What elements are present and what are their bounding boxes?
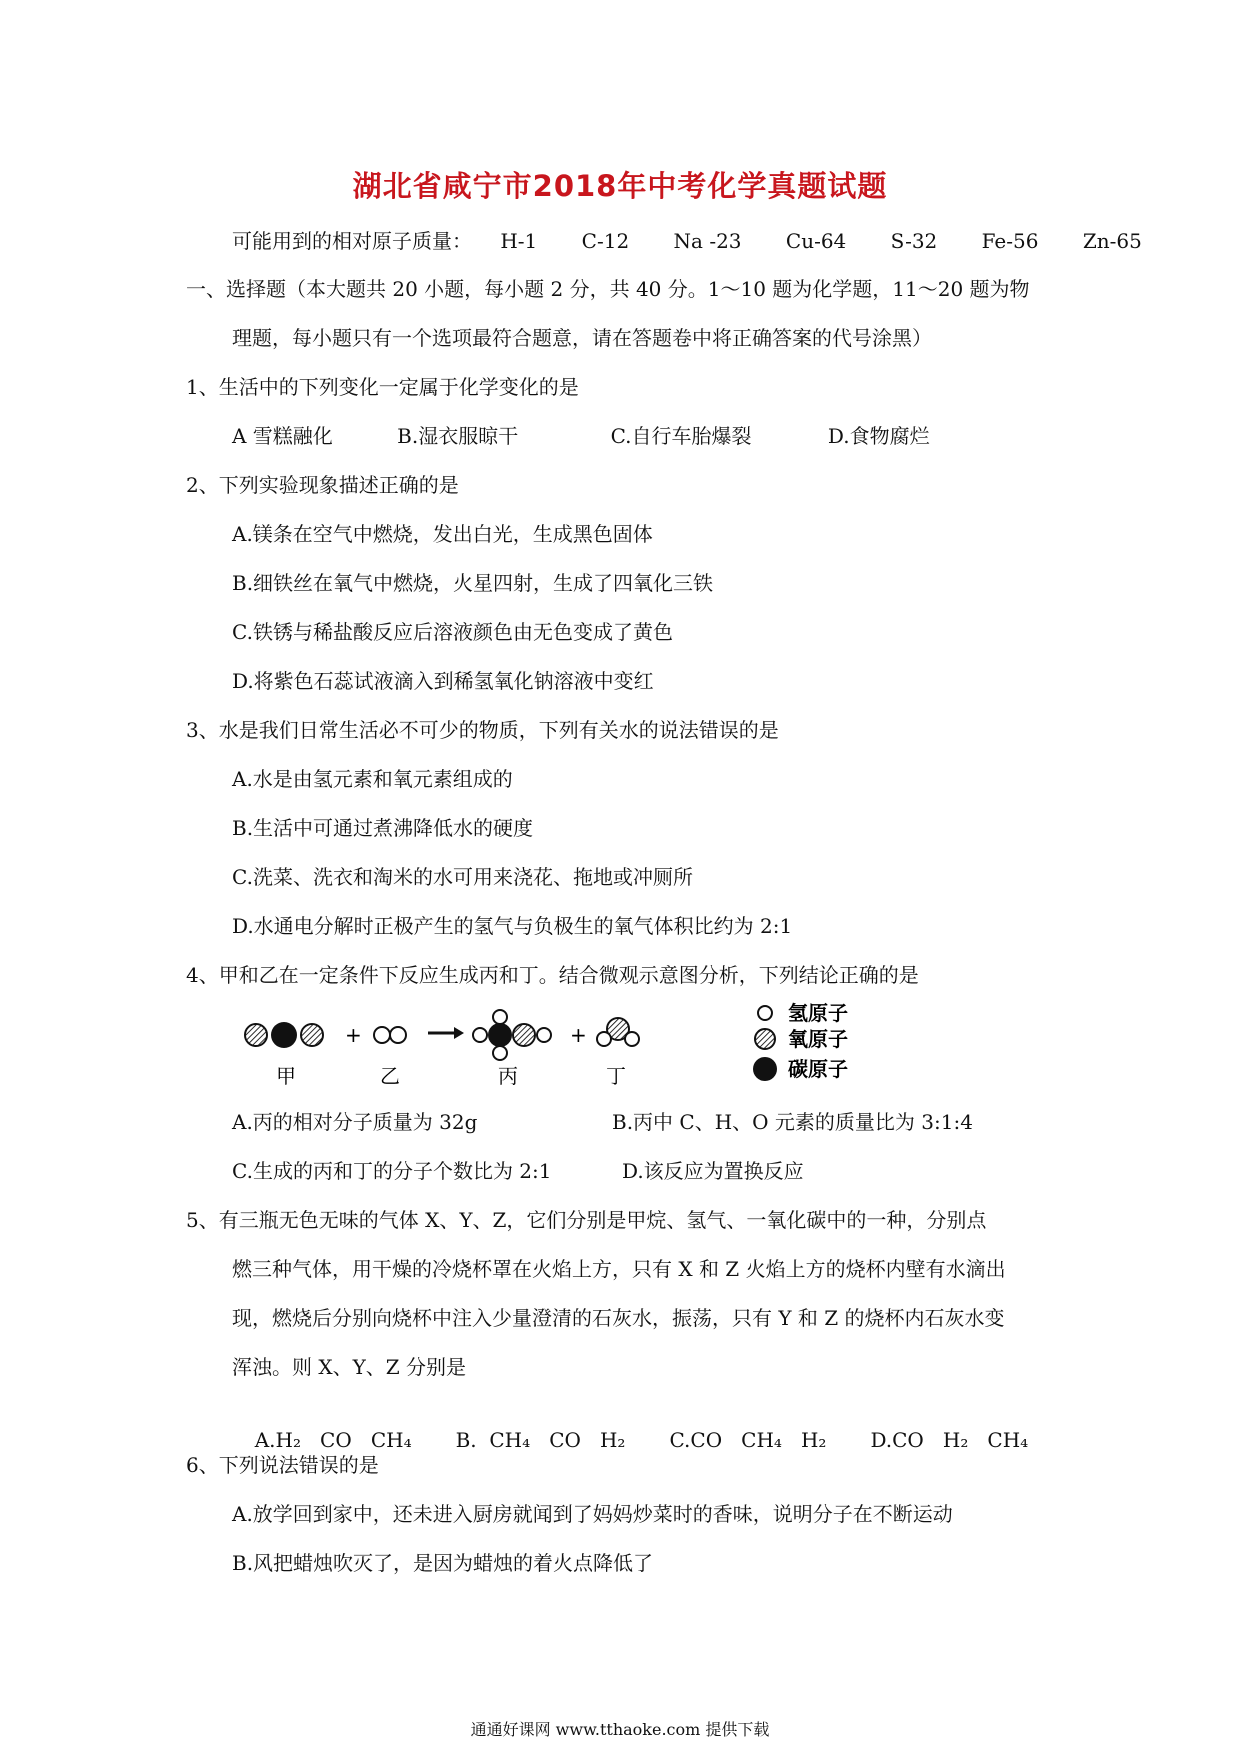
oxygen-atom-icon (755, 1029, 775, 1049)
hydrogen-atom-icon (758, 1006, 772, 1020)
option-c: C.CO CH₄ H₂ (669, 1428, 827, 1452)
option-c: C.自行车胎爆裂 (610, 424, 752, 448)
section-heading-cont: 理题，每小题只有一个选项最符合题意，请在答题卷中将正确答案的代号涂黑） (232, 326, 932, 350)
carbon-atom-icon (753, 1057, 777, 1081)
question-6-option-b: B.风把蜡烛吹灭了，是因为蜡烛的着火点降低了 (232, 1551, 654, 1575)
question-4-option-c: C.生成的丙和丁的分子个数比为 2:1 (232, 1159, 552, 1183)
diagram-legend (753, 1001, 848, 1081)
atomic-mass-value: S-32 (890, 229, 938, 253)
atomic-mass-value: C-12 (581, 229, 630, 253)
label-bing: 丙 (498, 1064, 518, 1088)
label-yi: 乙 (380, 1064, 400, 1088)
question-5-stem-cont: 现，燃烧后分别向烧杯中注入少量澄清的石灰水，振荡，只有 Y 和 Z 的烧杯内石灰水变 (232, 1306, 1005, 1330)
atomic-mass-value: Fe-56 (981, 229, 1039, 253)
page-footer: 通通好课网 www.tthaoke.com 提供下载 (470, 1720, 770, 1739)
question-4-stem: 4、甲和乙在一定条件下反应生成丙和丁。结合微观示意图分析，下列结论正确的是 (186, 963, 919, 987)
page-title: 湖北省咸宁市2018年中考化学真题试题 (352, 169, 888, 203)
question-3-option-a: A.水是由氢元素和氧元素组成的 (232, 767, 513, 791)
section-heading: 一、选择题（本大题共 20 小题，每小题 2 分，共 40 分。1～10 题为化学题，11～20 题为物 (186, 277, 1030, 301)
atomic-mass-value: Cu-64 (785, 229, 847, 253)
question-3-stem: 3、水是我们日常生活必不可少的物质，下列有关水的说法错误的是 (186, 718, 779, 742)
question-5-options (242, 1404, 1028, 1452)
question-2-option-c: C.铁锈与稀盐酸反应后溶液颜色由无色变成了黄色 (232, 620, 673, 644)
option-b: B.湿衣服晾干 (397, 424, 519, 448)
question-4-option-d: D.该反应为置换反应 (622, 1159, 804, 1183)
question-3-option-b: B.生活中可通过煮沸降低水的硬度 (232, 816, 534, 840)
question-4-option-b: B.丙中 C、H、O 元素的质量比为 3:1:4 (612, 1110, 973, 1134)
question-6-stem: 6、下列说法错误的是 (186, 1453, 379, 1477)
reaction-arrow (428, 1027, 464, 1039)
atomic-mass-value: H-1 (500, 229, 538, 253)
molecule-jia (245, 1022, 323, 1048)
atomic-mass-value: Zn-65 (1082, 229, 1142, 253)
question-2-option-b: B.细铁丝在氧气中燃烧，火星四射，生成了四氧化三铁 (232, 571, 714, 595)
atomic-masses-label: 可能用到的相对原子质量： (232, 229, 472, 253)
question-5-stem-cont: 燃三种气体，用干燥的冷烧杯罩在火焰上方，只有 X 和 Z 火焰上方的烧杯内壁有水滴出 (232, 1257, 1006, 1281)
plus-sign: + (570, 1023, 587, 1047)
atomic-mass-value: Na -23 (673, 229, 742, 253)
molecule-ding (597, 1018, 639, 1046)
option-d: D.食物腐烂 (827, 424, 930, 448)
plus-sign: + (345, 1023, 362, 1047)
option-b: B. CH₄ CO H₂ (455, 1428, 626, 1452)
molecule-yi (374, 1027, 406, 1043)
question-3-option-d: D.水通电分解时正极产生的氢气与负极生的氧气体积比约为 2:1 (232, 914, 793, 938)
question-1-options (232, 424, 930, 448)
molecule-bing (473, 1010, 551, 1060)
question-4-option-a: A.丙的相对分子质量为 32g (232, 1110, 478, 1134)
option-a: A 雪糕融化 (232, 424, 333, 448)
option-d: D.CO H₂ CH₄ (870, 1428, 1029, 1452)
legend-hydrogen: 氢原子 (788, 1001, 848, 1025)
label-ding: 丁 (606, 1064, 626, 1088)
label-jia: 甲 (276, 1064, 296, 1088)
question-6-option-a: A.放学回到家中，还未进入厨房就闻到了妈妈炒菜时的香味，说明分子在不断运动 (232, 1502, 953, 1526)
atomic-masses (232, 229, 1164, 253)
legend-oxygen: 氧原子 (788, 1027, 848, 1051)
question-2-option-d: D.将紫色石蕊试液滴入到稀氢氧化钠溶液中变红 (232, 669, 654, 693)
question-2-option-a: A.镁条在空气中燃烧，发出白光，生成黑色固体 (232, 522, 653, 546)
question-5-stem: 5、有三瓶无色无味的气体 X、Y、Z，它们分别是甲烷、氢气、一氧化碳中的一种，分别点 (186, 1208, 987, 1232)
legend-carbon: 碳原子 (788, 1057, 848, 1081)
question-1-stem: 1、生活中的下列变化一定属于化学变化的是 (186, 375, 579, 399)
question-5-stem-cont: 浑浊。则 X、Y、Z 分别是 (232, 1355, 467, 1379)
question-2-stem: 2、下列实验现象描述正确的是 (186, 473, 459, 497)
reaction-diagram (240, 995, 900, 1095)
question-3-option-c: C.洗菜、洗衣和淘米的水可用来浇花、拖地或冲厕所 (232, 865, 693, 889)
option-a: A.H₂ CO CH₄ (254, 1428, 412, 1452)
